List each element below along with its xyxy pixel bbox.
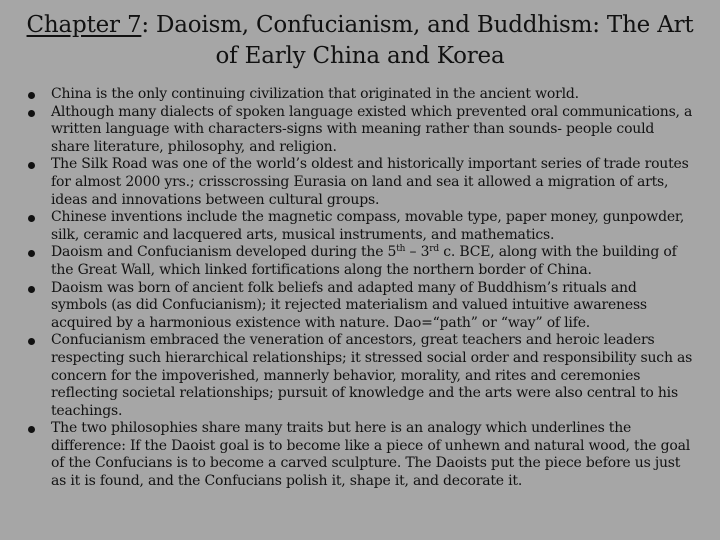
- bullet-item: [28, 104, 694, 157]
- slide-title: [20, 10, 700, 72]
- ordinal-suffix: rd: [429, 244, 439, 255]
- title-text: : Daoism, Confucianism, and Buddhism: The Art of Early China and Korea: [141, 12, 694, 69]
- bullet-text: [51, 244, 694, 279]
- bullet-icon: [28, 338, 35, 345]
- bullet-item: [28, 420, 694, 490]
- bullet-text: Although many dialects of spoken language existed which prevented oral communications, a written language with characters-signs with meaning rather than sounds- people could share literature, philosophy, and religion.: [51, 103, 693, 155]
- bullet-icon: [28, 162, 35, 169]
- bullet-text: Chinese inventions include the magnetic compass, movable type, paper money, gunpowder, silk, ceramic and lacquered arts, musical instruments, and mathematics.: [51, 209, 685, 243]
- bullet-icon: [28, 92, 35, 99]
- bullet-text: The two philosophies share many traits but here is an analogy which underlines the difference: If the Daoist goal is to become like a piece of unhewn and natural wood, the goal of the Confucians is to become a carved sculpture. The Daoists put the piece before us just as it is found, and the Confucians polish it, shape it, and decorate it.: [51, 420, 691, 490]
- bullet-item: [28, 280, 694, 333]
- bullet-item: [28, 332, 694, 420]
- bullet-item: [28, 244, 694, 279]
- bullet-list: [28, 86, 694, 491]
- bullet-item: [28, 86, 694, 104]
- bullet-text: Confucianism embraced the veneration of ancestors, great teachers and heroic leaders respecting such hierarchical relationships; it stressed social order and responsibility such as concern for the impoverished, mannerly behavior, morality, and rites and ceremonies reflecting societal relationships; pursuit of knowledge and the arts were also central to his teachings.: [51, 332, 693, 419]
- bullet-icon: [28, 215, 35, 222]
- bullet-text: The Silk Road was one of the world’s oldest and historically important series of trade routes for almost 2000 yrs.; crisscrossing Eurasia on land and sea it allowed a migration of arts, ideas and innovations between cultural groups.: [51, 156, 689, 208]
- bullet-icon: [28, 250, 35, 257]
- bullet-icon: [28, 286, 35, 293]
- bullet-text: China is the only continuing civilization that originated in the ancient world.: [51, 86, 579, 102]
- bullet-item: [28, 209, 694, 244]
- bullet-text-part: Daoism and Confucianism developed during the 5: [51, 244, 397, 261]
- ordinal-suffix: th: [396, 244, 406, 255]
- bullet-icon: [28, 110, 35, 117]
- bullet-item: [28, 156, 694, 209]
- bullet-text-part: c. BCE, along with the building of the Great Wall, which linked fortifications along the northern border of China.: [51, 244, 677, 278]
- bullet-icon: [28, 426, 35, 433]
- bullet-text-part: – 3: [405, 244, 430, 261]
- bullet-text: Daoism was born of ancient folk beliefs and adapted many of Buddhism’s rituals and symbols (as did Confucianism); it rejected materialism and valued intuitive awareness acquired by a harmonious existence with nature. Dao=“path” or “way” of life.: [51, 279, 647, 331]
- chapter-link: Chapter 7: [26, 12, 142, 38]
